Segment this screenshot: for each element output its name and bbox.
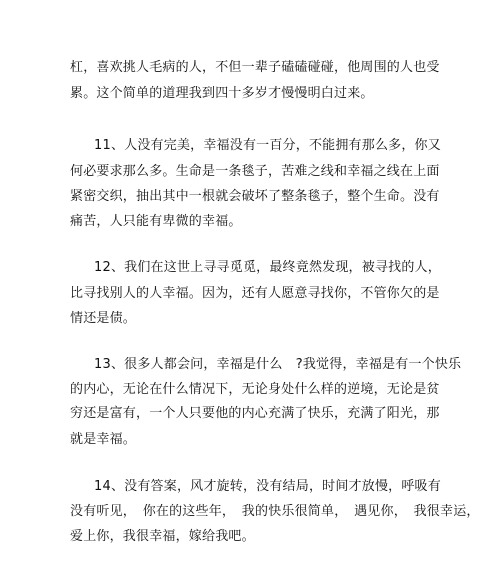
paragraph-12-start: 12、我们在这世上寻寻觅觅，最终竟然发现，被寻找的人， [94,260,441,275]
text-line: 穷还是富有，一个人只要他的内心充满了快乐，充满了阳光，那 [70,406,440,421]
text-line: 的内心，无论在什么情况下，无论身处什么样的逆境，无论是贫 [70,382,440,397]
paragraph-11-start: 11、人没有完美，幸福没有一百分，不能拥有那么多，你又 [94,138,441,153]
text-line: 杠，喜欢挑人毛病的人，不但一辈子磕磕碰碰，他周围的人也受 [70,60,440,75]
text-line: 痛苦，人只能有卑微的幸福。 [70,214,242,229]
paragraph-13-start: 13、很多人都会问，幸福是什么 ?我觉得，幸福是有一个快乐 [94,357,462,372]
text-line: 爱上你，我很幸福，嫁给我吧。 [70,529,255,544]
text-line: 情还是债。 [70,311,137,326]
text-line: 累。这个简单的道理我到四十多岁才慢慢明白过来。 [70,86,374,101]
text-line: 比寻找别人的人幸福。因为，还有人愿意寻找你，不管你欠的是 [70,286,440,301]
text-line: 紧密交织，抽出其中一根就会破坏了整条毯子，整个生命。没有 [70,189,440,204]
text-line: 没有听见， 你在的这些年， 我的快乐很简单， 遇见你， 我很幸运， [70,504,480,519]
text-line: 何必要求那么多。生命是一条毯子，苦难之线和幸福之线在上面 [70,164,440,179]
paragraph-14-start: 14、没有答案，风才旋转，没有结局，时间才放慢，呼吸有 [94,479,441,494]
text-line: 就是幸福。 [70,432,137,447]
